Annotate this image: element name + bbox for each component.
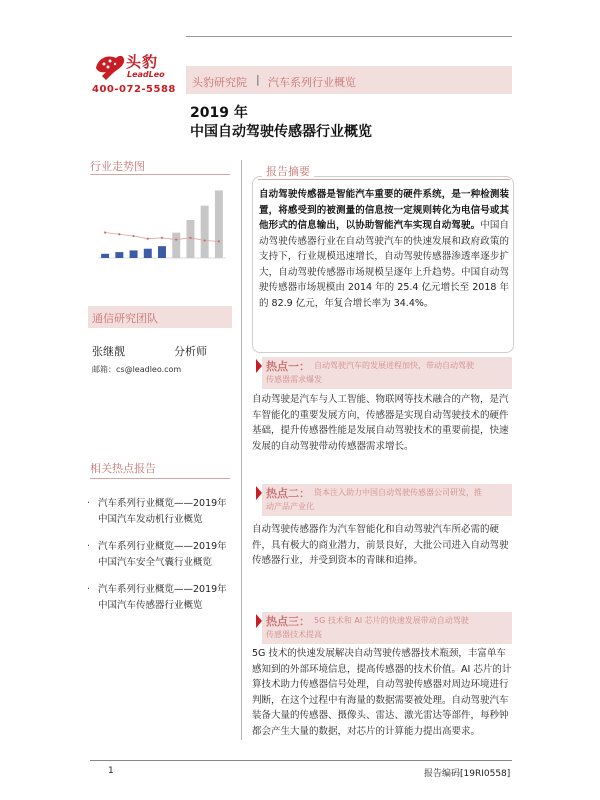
header-band xyxy=(186,66,512,94)
hotspot-1-subtitle-2: 传感器需求爆发 xyxy=(266,375,322,384)
analyst-role: 分析师 xyxy=(174,345,207,358)
series-name[interactable]: 汽车系列行业概览 xyxy=(268,76,356,89)
summary-bold-text: 自动驾驶传感器是智能汽车重要的硬件系统，是一种检测装置，将感受到的被测量的信息按一定规则转化为电信号或其他形式的信息输出，以协助智能汽车实现自动驾驶。 xyxy=(259,189,509,231)
top-rule xyxy=(186,36,512,37)
hotspot-3-subtitle-1: 5G 技术和 AI 芯片的快速发展带动自动驾驶 xyxy=(314,616,469,625)
related-report-list xyxy=(86,496,236,625)
team-heading: 通信研究团队 xyxy=(92,312,158,325)
chart-bar xyxy=(186,220,194,258)
chart-point xyxy=(147,238,149,240)
chart-point xyxy=(189,237,191,239)
chart-point xyxy=(118,233,120,235)
hotspot-3-body: 5G 技术的快速发展解决自动驾驶传感器技术瓶颈，丰富单车感知到的外部环境信息，提高传感器的技术价值。AI 芯片的计算技术助力传感器信号处理，自动驾驶传感器对周边环境进行判断，在这个过程中有海量的数据需要被处理。自动驾驶汽车装备大量的传感器、摄像头、雷达、激光雷达等部件，每秒钟都会产生大量的数据，对芯片的计算能力提出高要求。 xyxy=(252,648,512,737)
chart-bar xyxy=(130,250,138,258)
chart-bar xyxy=(101,254,109,258)
trend-heading: 行业走势图 xyxy=(90,160,145,173)
report-year: 2019 年 xyxy=(190,105,248,121)
team-band xyxy=(88,306,232,328)
hotspot-3-subtitle-2: 传感器技术提高 xyxy=(266,630,322,639)
logo-en-text: LeadLeo xyxy=(127,70,165,79)
footer-rule xyxy=(90,760,512,761)
page-number: 1 xyxy=(108,766,114,776)
summary-label: 报告摘要 xyxy=(262,163,314,179)
chart-point xyxy=(104,231,106,233)
chart-point xyxy=(132,235,134,237)
hotspot-2-body: 自动驾驶传感器作为汽车智能化和自动驾驶汽车所必需的硬件，具有极大的商业潜力，前景良好，大批公司进入自动驾驶传感器行业，并受到资本的青睐和追捧。 xyxy=(252,524,509,566)
chart-point xyxy=(175,238,177,240)
analyst-name: 张继靓 xyxy=(92,345,125,358)
related-heading: 相关热点报告 xyxy=(90,462,156,475)
chart-point xyxy=(161,237,163,239)
org-name[interactable]: 头豹研究院 xyxy=(192,76,247,89)
hotspot-2-subtitle-1: 资本注入助力中国自动驾驶传感器公司研发，推 xyxy=(314,488,482,497)
chart-bar xyxy=(172,233,180,258)
hotspot-1-band xyxy=(262,357,512,389)
chart-point xyxy=(204,239,206,241)
page-title: 中国自动驾驶传感器行业概览 xyxy=(190,124,372,140)
analyst-email[interactable]: 邮箱：cs@leadleo.com xyxy=(92,365,182,374)
hotspot-3-title: 热点三： xyxy=(266,615,310,628)
hotspot-1-title: 热点一： xyxy=(266,360,310,373)
related-report-item[interactable]: · 汽车系列行业概览——2019年中国汽车传感器行业概览 xyxy=(86,582,236,613)
summary-body-text: 中国自动驾驶传感器行业在自动驾驶汽车的快速发展和政府政策的支持下，行业规模迅速增长，自动驾驶传感器渗透率逐步扩大，自动驾驶传感器市场规模呈逐年上升趋势。中国自动驾驶传感器市场规模由 2014 年的 25.4 亿元增长至 2018 年的 82.9 亿元，年复合增长率为 34.4%。 xyxy=(259,220,509,309)
hotspot-3-band xyxy=(262,612,512,644)
chart-bar xyxy=(158,246,166,258)
related-report-item[interactable]: · 汽车系列行业概览——2019年中国汽车发动机行业概览 xyxy=(86,496,236,527)
chart-point xyxy=(218,240,220,242)
summary-text xyxy=(259,187,509,311)
hotspot-2-band xyxy=(262,484,512,516)
hotspot-2-subtitle-2: 动产品产业化 xyxy=(266,502,314,511)
chart-bar xyxy=(201,206,209,258)
trend-heading-rule xyxy=(90,174,230,175)
column-divider xyxy=(241,160,242,740)
header-separator: | xyxy=(256,73,260,86)
hotline-phone: 400-072-5588 xyxy=(92,84,176,95)
summary-label-rule xyxy=(258,179,510,180)
chart-bar xyxy=(144,249,152,258)
report-code: 报告编码[19RI0558] xyxy=(424,769,511,779)
hotspot-1-body: 自动驾驶是汽车与人工智能、物联网等技术融合的产物，是汽车智能化的重要发展方向，传感器是实现自动驾驶技术的硬件基础，提升传感器性能是发展自动驾驶技术的重要前提，快速发展的自动驾驶带动传感器需求增长。 xyxy=(252,394,509,452)
hotspot-1-subtitle-1: 自动驾驶汽车的发展进程加快，带动自动驾驶 xyxy=(314,361,474,370)
related-heading-rule xyxy=(90,478,230,479)
trend-chart xyxy=(92,176,230,266)
related-report-item[interactable]: · 汽车系列行业概览——2019年中国汽车安全气囊行业概览 xyxy=(86,539,236,570)
chart-bar xyxy=(115,252,123,258)
chart-bar xyxy=(215,190,223,258)
hotspot-2-title: 热点二： xyxy=(266,487,310,500)
logo-cn-text: 头豹 xyxy=(126,53,159,71)
